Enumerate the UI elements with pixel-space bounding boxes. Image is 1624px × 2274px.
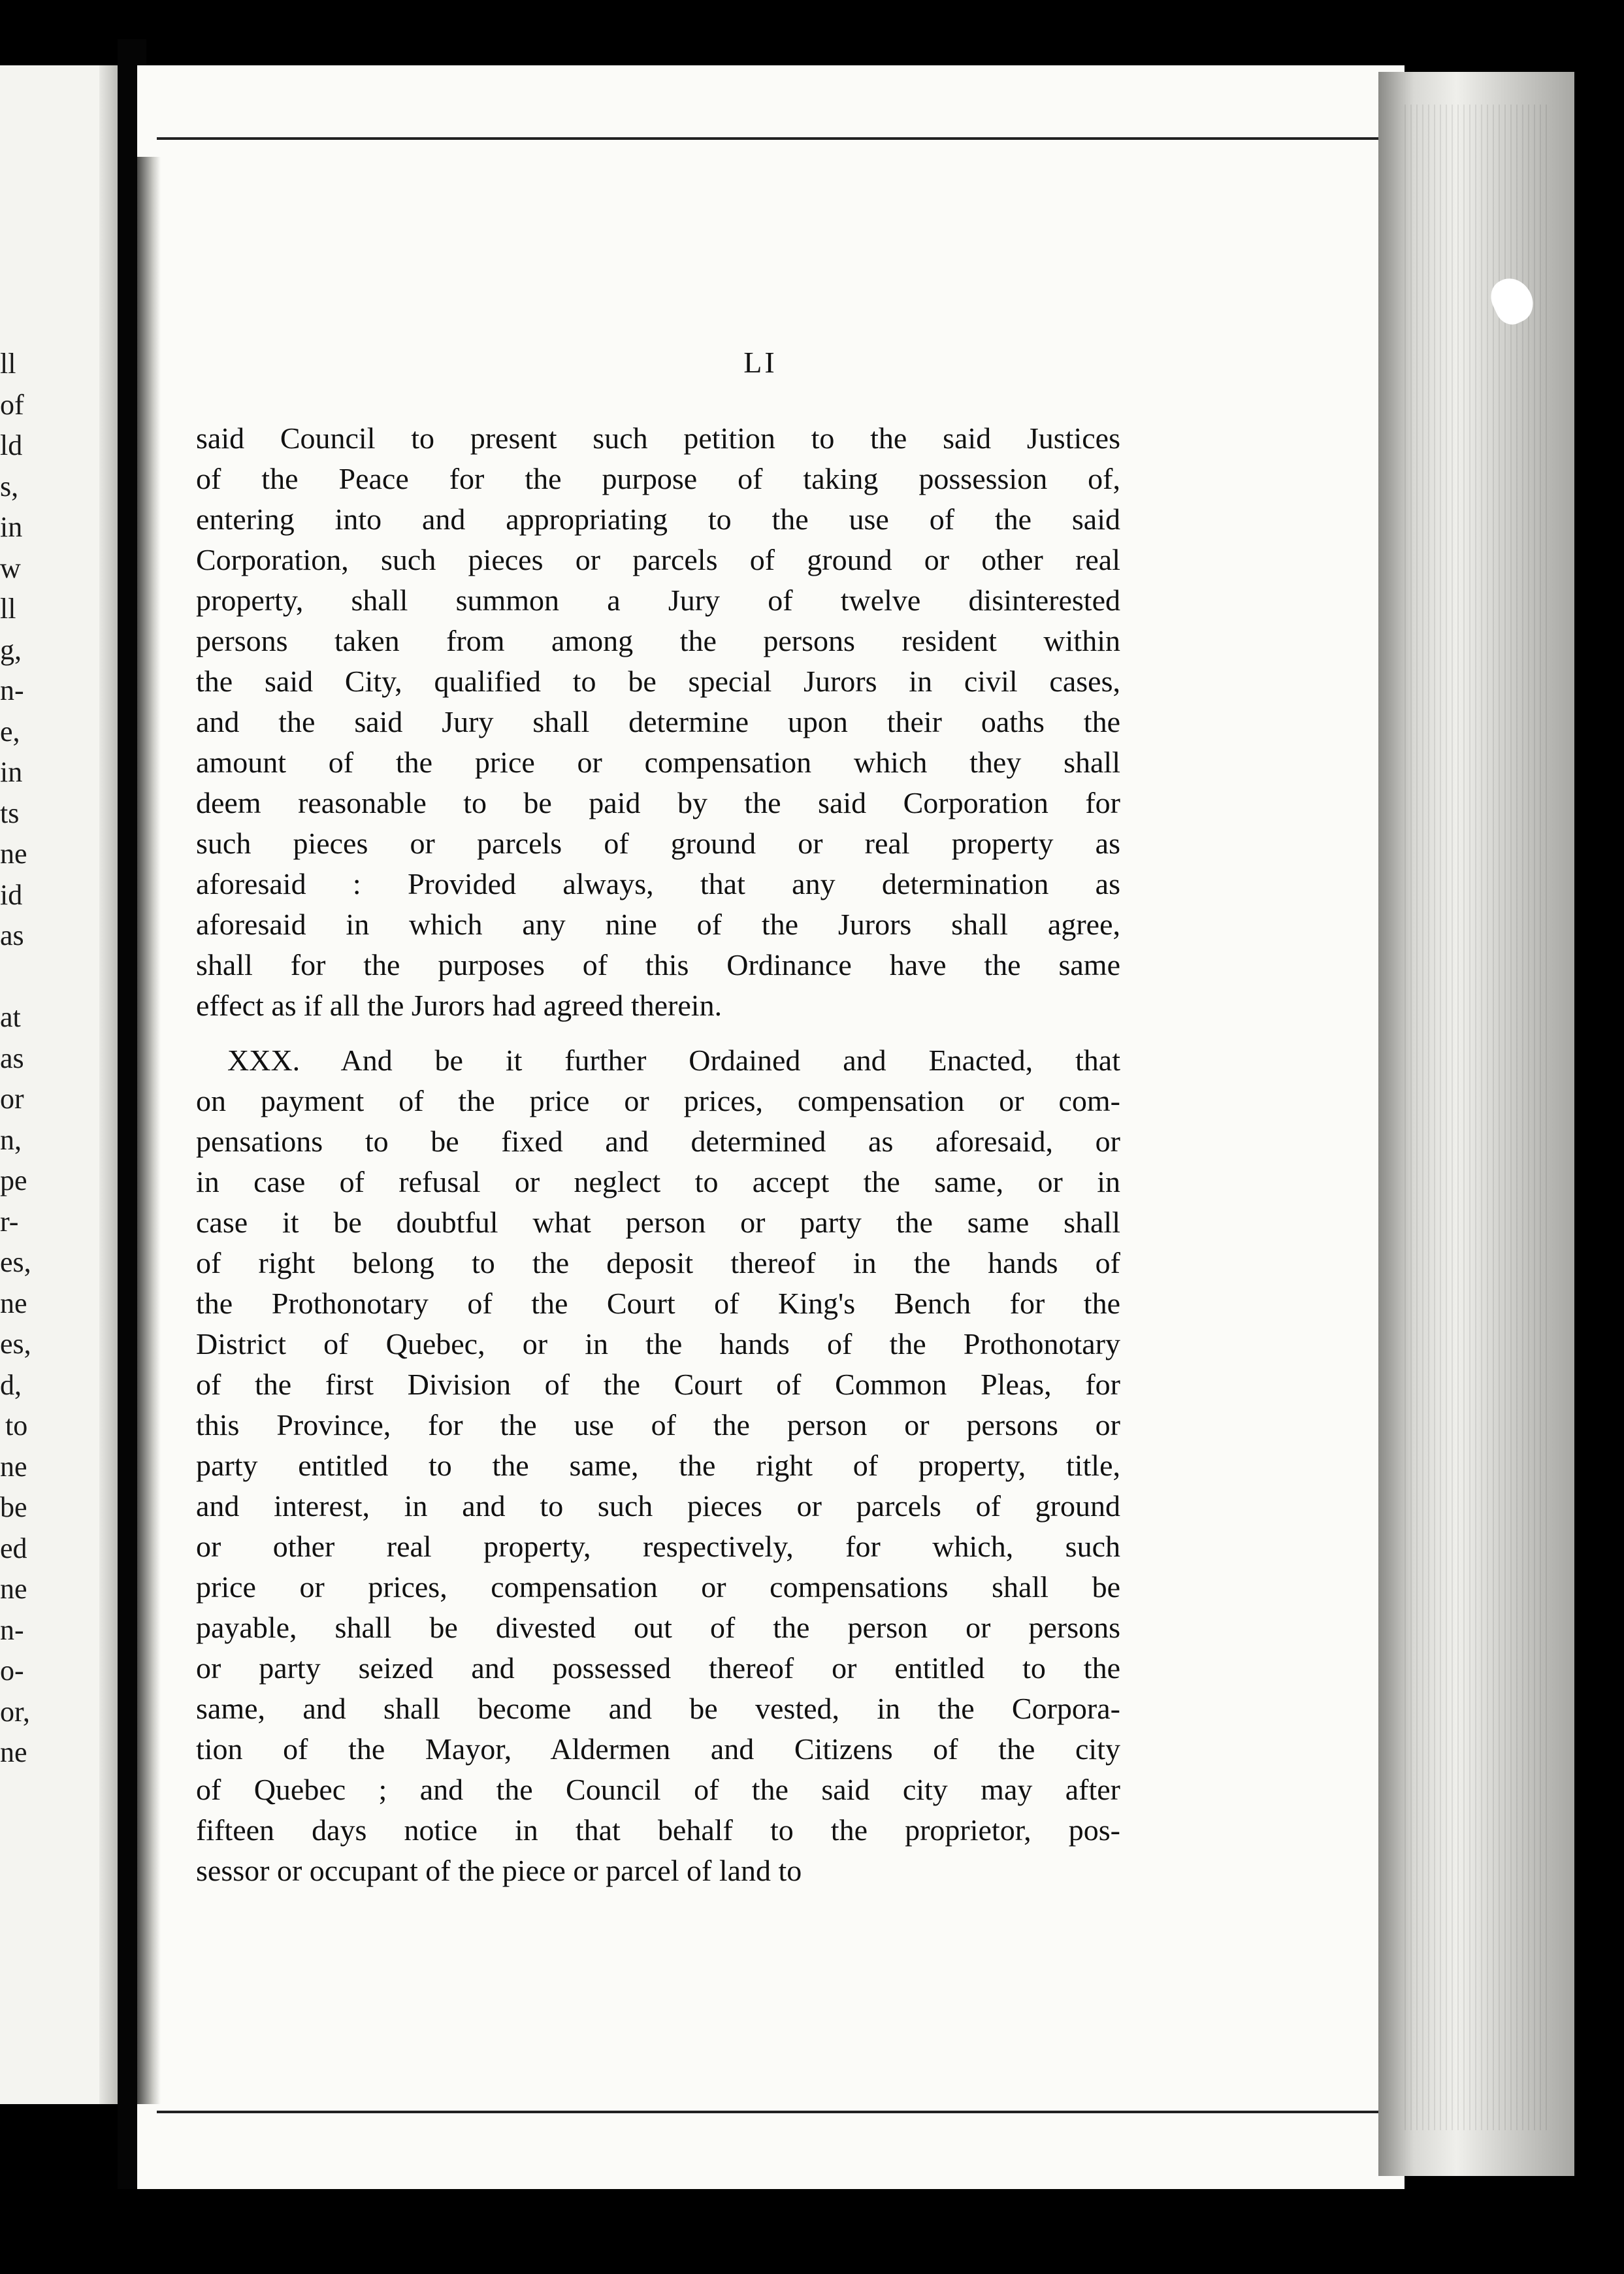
- left-page-fragment: in: [0, 511, 23, 543]
- page-number: LI: [743, 346, 777, 379]
- paragraph: [196, 1040, 1120, 1891]
- inner-left-shadow: [137, 157, 161, 2104]
- text-line: pensations to be fixed and determined as aforesaid, or: [196, 1125, 1120, 1158]
- left-page-fragment: as: [0, 1042, 24, 1074]
- text-line: and interest, in and to such pieces or parcels of ground: [196, 1489, 1120, 1523]
- text-line: of the first Division of the Court of Common Pleas, for: [196, 1368, 1120, 1401]
- left-page-fragment: ld: [0, 429, 23, 461]
- text-line: fifteen days notice in that behalf to the proprietor, pos-: [196, 1813, 1120, 1847]
- left-page-fragment: at: [0, 1001, 21, 1033]
- text-line: Corporation, such pieces or parcels of ground or other real: [196, 543, 1120, 576]
- left-page-fragment: as: [0, 919, 24, 951]
- text-line: in case of refusal or neglect to accept the same, or in: [196, 1165, 1120, 1198]
- text-line: deem reasonable to be paid by the said Corporation for: [196, 786, 1120, 819]
- left-page-fragment: or,: [0, 1695, 30, 1728]
- left-page-fragment: to: [5, 1409, 28, 1442]
- left-page-fragment: g,: [0, 633, 22, 666]
- text-line: amount of the price or compensation which they shall: [196, 746, 1120, 779]
- text-line: property, shall summon a Jury of twelve disinterested: [196, 584, 1120, 617]
- text-line: the Prothonotary of the Court of King's Bench for the: [196, 1287, 1120, 1320]
- page-edge-lines: [1405, 105, 1548, 2130]
- paragraph: [196, 418, 1120, 1026]
- left-page-fragment: ne: [0, 1573, 27, 1605]
- text-line: tion of the Mayor, Aldermen and Citizens of the city: [196, 1732, 1120, 1766]
- left-page-fragment: o-: [0, 1655, 24, 1687]
- bottom-rule: [157, 2111, 1391, 2113]
- left-page-fragment: w: [0, 552, 21, 584]
- text-line: of right belong to the deposit thereof in the hands of: [196, 1246, 1120, 1279]
- left-page-fragment: ll: [0, 593, 16, 625]
- left-page-fragment: ne: [0, 838, 27, 870]
- left-page-fragment: ll: [0, 348, 16, 380]
- text-line: of the Peace for the purpose of taking possession of,: [196, 462, 1120, 495]
- text-line: said Council to present such petition to the said Justices: [196, 421, 1120, 455]
- text-line: the said City, qualified to be special Jurors in civil cases,: [196, 665, 1120, 698]
- left-page-fragment: r-: [0, 1205, 19, 1238]
- left-page-fragment: ne: [0, 1736, 27, 1768]
- gutter-shadow: [99, 65, 118, 2104]
- left-page-fragment: pe: [0, 1164, 27, 1196]
- text-line: same, and shall become and be vested, in the Corpora-: [196, 1692, 1120, 1725]
- left-page-fragment: es,: [0, 1328, 31, 1360]
- text-line: aforesaid in which any nine of the Jurors shall agree,: [196, 908, 1120, 941]
- left-page-fragment: es,: [0, 1246, 31, 1278]
- body-text: [196, 418, 1120, 1891]
- text-line: District of Quebec, or in the hands of the Prothonotary: [196, 1327, 1120, 1360]
- text-line: XXX. And be it further Ordained and Enacted, that: [227, 1044, 1120, 1077]
- left-page-fragment: ne: [0, 1287, 27, 1319]
- left-page-fragment: n,: [0, 1123, 22, 1156]
- text-line: price or prices, compensation or compensations shall be: [196, 1570, 1120, 1604]
- text-line: entering into and appropriating to the use of the said: [196, 503, 1120, 536]
- left-page-fragment: be: [0, 1491, 27, 1523]
- left-page-fragment: of: [0, 388, 24, 421]
- left-page-fragment: d,: [0, 1368, 22, 1401]
- text-line: effect as if all the Jurors had agreed therein.: [196, 989, 723, 1022]
- text-line: aforesaid : Provided always, that any determination as: [196, 867, 1120, 900]
- top-rule: [157, 137, 1391, 140]
- left-page-fragment: id: [0, 878, 23, 911]
- text-line: shall for the purposes of this Ordinance have the same: [196, 948, 1120, 981]
- left-page-fragment: in: [0, 756, 23, 788]
- facing-left-page: [0, 65, 118, 2104]
- text-line: on payment of the price or prices, compensation or com-: [196, 1084, 1120, 1117]
- text-line: party entitled to the same, the right of property, title,: [196, 1449, 1120, 1482]
- text-line: or party seized and possessed thereof or entitled to the: [196, 1651, 1120, 1685]
- text-line: this Province, for the use of the person or persons or: [196, 1408, 1120, 1442]
- left-page-fragment: ed: [0, 1532, 27, 1564]
- text-line: of Quebec ; and the Council of the said city may after: [196, 1773, 1120, 1806]
- text-line: or other real property, respectively, for which, such: [196, 1530, 1120, 1563]
- paragraph-gap: [196, 1026, 1120, 1040]
- left-page-fragment: n-: [0, 674, 24, 706]
- left-page-fragment: ts: [0, 797, 20, 829]
- text-line: sessor or occupant of the piece or parcel of land to: [196, 1854, 802, 1887]
- left-page-fragment: s,: [0, 470, 19, 503]
- text-line: persons taken from among the persons resident within: [196, 624, 1120, 657]
- text-line: and the said Jury shall determine upon their oaths the: [196, 705, 1120, 738]
- left-page-fragment: or: [0, 1083, 24, 1115]
- left-page-fragment: n-: [0, 1613, 24, 1646]
- text-line: such pieces or parcels of ground or real property as: [196, 827, 1120, 860]
- left-page-fragment: ne: [0, 1450, 27, 1483]
- left-page-fragment: e,: [0, 715, 20, 748]
- text-line: payable, shall be divested out of the person or persons: [196, 1611, 1120, 1644]
- text-line: case it be doubtful what person or party the same shall: [196, 1206, 1120, 1239]
